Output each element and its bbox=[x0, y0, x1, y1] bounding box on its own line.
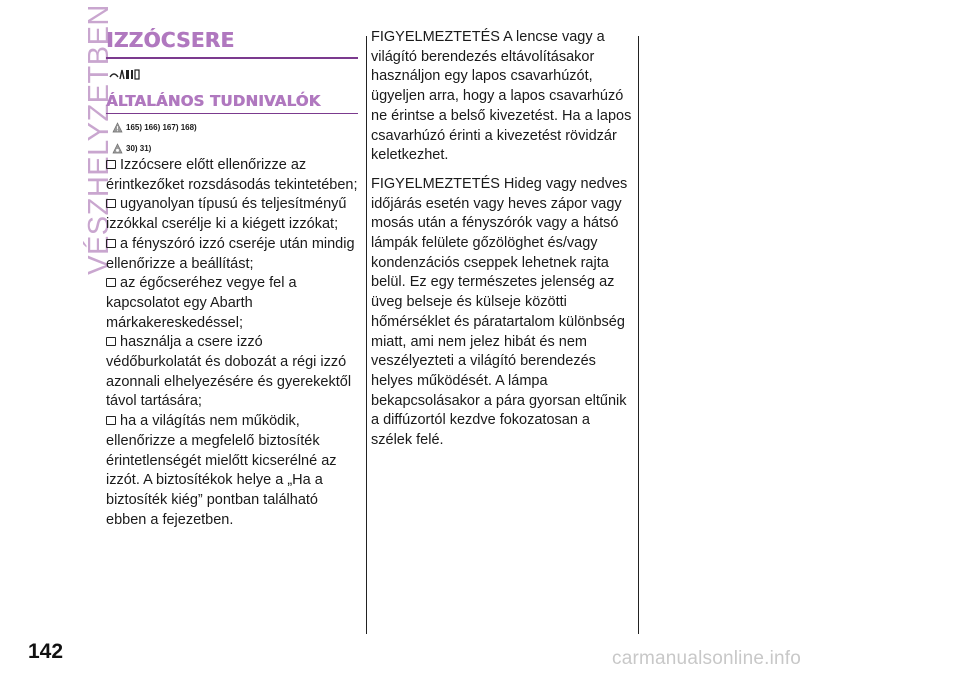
warning-refs: 165) 166) 167) 168) bbox=[126, 123, 197, 132]
bullet-icon bbox=[106, 160, 116, 169]
column-divider bbox=[638, 36, 639, 634]
bullet-icon bbox=[106, 416, 116, 425]
watermark: carmanualsonline.info bbox=[612, 648, 802, 669]
column-divider bbox=[366, 36, 367, 634]
caution-refs: 30) 31) bbox=[126, 144, 152, 153]
section-title: IZZÓCSERE bbox=[106, 28, 358, 59]
warning-ref-line bbox=[112, 122, 358, 133]
bullet-list bbox=[106, 156, 358, 530]
list-item: ha a világítás nem működik, ellenőrizze a megfelelő biztosíték érintetlenségét mielőtt kicserélné az izzót. A biztosítékok helye a „Ha a biztosíték kiég” pontban található ebben a fejezetben. bbox=[106, 413, 337, 528]
caution-ref-line bbox=[112, 143, 358, 154]
chapter-side-tab-label: VÉSZHELYZETBEN bbox=[82, 4, 115, 275]
subsection-title: ÁLTALÁNOS TUDNIVALÓK bbox=[106, 92, 358, 114]
warning-triangle-icon bbox=[112, 122, 123, 133]
list-item: használja a csere izzó védőburkolatát és dobozát a régi izzó azonnali elhelyezésére és gyerekektől távol tartására; bbox=[106, 334, 352, 410]
chapter-side-tab bbox=[52, 4, 115, 275]
warning-paragraph-condensation: FIGYELMEZTETÉS Hideg vagy nedves időjárás esetén vagy heves zápor vagy mosás után a fényszórók vagy a hátsó lámpák felülete gőzölöghet és/vagy kondenzációs cseppek lehetnek rajta belül. Ez egy természetes jelenség az üveg belseje és külseje közötti hőmérséklet és páratartalom különbség miatt, ami nem jelez hibát és nem veszélyezteti a világító berendezés helyes működését. A lámpa bekapcsolásakor a pára gyorsan eltűnik a diffúzortól kezdve fokozatosan a szélek felé. bbox=[371, 175, 628, 449]
list-item: az égőcseréhez vegye fel a kapcsolatot egy Abarth márkakereskedéssel; bbox=[106, 275, 297, 331]
list-item: ugyanolyan típusú és teljesítményű izzókkal cserélje ki a kiégett izzókat; bbox=[106, 196, 347, 233]
bullet-icon bbox=[106, 199, 116, 208]
warning-paragraph-lens: FIGYELMEZTETÉS A lencse vagy a világító berendezés eltávolításakor használjon egy lapos csavarhúzót, ügyeljen arra, hogy a lapos csavarhúzó ne érintse a belső kivezetést. Ha a lapos csavarhúzó érinti a kivezetést rövidzár keletkezhet. bbox=[371, 29, 632, 164]
list-item: Izzócsere előtt ellenőrizze az érintkezőket rozsdásodás tekintetében; bbox=[106, 157, 358, 193]
left-column bbox=[106, 28, 358, 530]
list-item: a fényszóró izzó cseréje után mindig ellenőrizze a beállítást; bbox=[106, 235, 355, 272]
bullet-icon bbox=[106, 239, 116, 248]
right-column bbox=[371, 28, 633, 460]
bullet-icon bbox=[106, 278, 116, 287]
bullet-icon bbox=[106, 337, 116, 346]
bulb-symbol-icon bbox=[108, 67, 358, 88]
caution-hand-icon bbox=[112, 143, 123, 154]
page-number: 142 bbox=[28, 640, 64, 663]
